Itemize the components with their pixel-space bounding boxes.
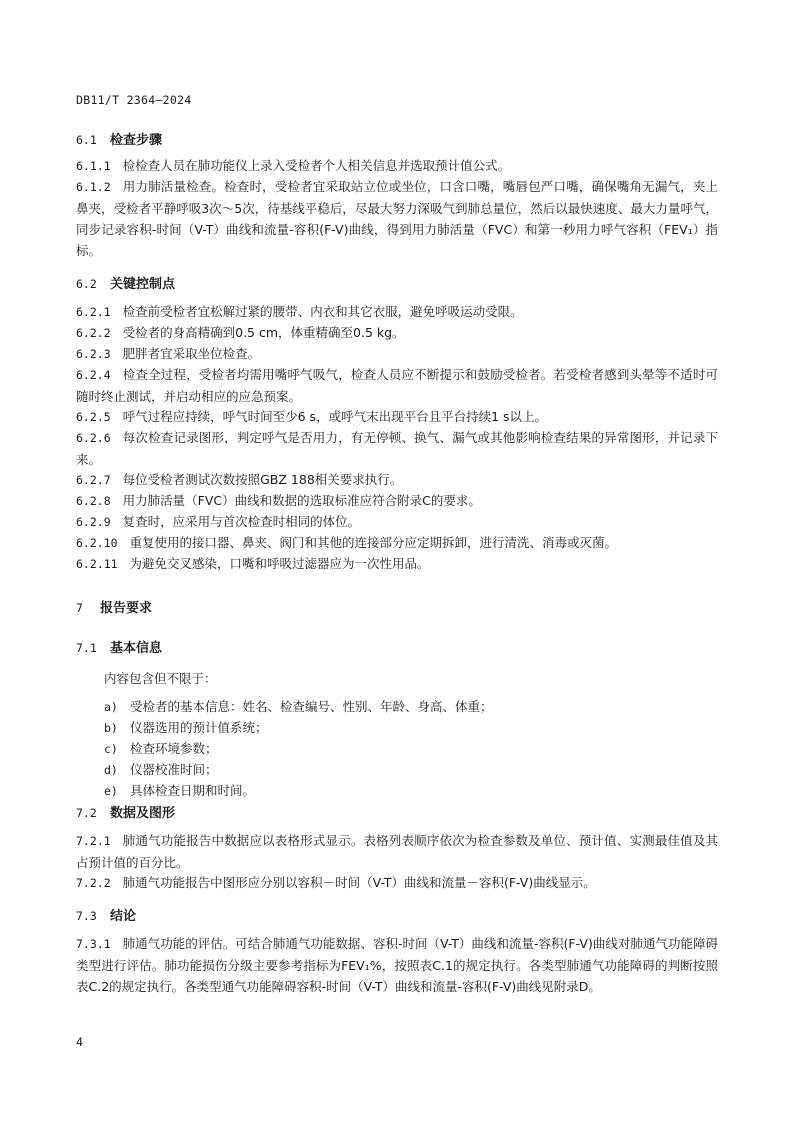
clause-number: 7.2.2 <box>76 876 111 890</box>
clause-text: 用力肺活量检查。检查时，受检者宜采取站立位或坐位，口含口嘴，嘴唇包严口嘴，确保嘴角无漏气，夹上鼻夹，受检者平静呼吸3次～5次，待基线平稳后，尽最大努力深吸气到肺总量位，然后以最快速度、最大力量呼气，同步记录容积-时间（V-T）曲线和流量-容积(F-V)曲线，得到用力肺活量（FVC）和第一秒用力呼气容积（FEV₁）指标。 <box>76 179 718 258</box>
clause-number: 6.1.2 <box>76 180 111 194</box>
clause-text: 为避免交叉感染，口嘴和呼吸过滤器应为一次性用品。 <box>129 556 430 571</box>
section-7-1-heading <box>76 637 162 656</box>
clause-text: 受检者的身高精确到0.5 cm，体重精确至0.5 kg。 <box>122 325 405 340</box>
clause-number: 6.2.7 <box>76 473 111 487</box>
clause-number: 6.2.11 <box>76 557 118 571</box>
list-marker: d) <box>104 763 118 777</box>
clause-6-2-10 <box>76 532 718 554</box>
clause-number: 7.2.1 <box>76 834 111 848</box>
clause-text: 呼气过程应持续，呼气时间至少6 s，或呼气末出现平台且平台持续1 s以上。 <box>122 409 548 424</box>
list-item <box>104 760 218 778</box>
clause-number: 6.1.1 <box>76 159 111 173</box>
clause-number: 6.2.4 <box>76 368 111 382</box>
list-item <box>104 739 218 757</box>
clause-text: 复查时，应采用与首次检查时相同的体位。 <box>122 514 361 529</box>
clause-text: 重复使用的接口器、鼻夹、阀门和其他的连接部分应定期拆卸，进行清洗、消毒或灭菌。 <box>129 535 618 550</box>
list-text: 受检者的基本信息：姓名、检查编号、性别、年龄、身高、体重； <box>130 699 493 714</box>
list-text: 仪器选用的预计值系统； <box>130 720 268 735</box>
clause-text: 每次检查记录图形，判定呼气是否用力，有无停顿、换气、漏气或其他影响检查结果的异常图形，并记录下来。 <box>76 430 718 467</box>
list-item <box>104 718 268 736</box>
clause-6-2-6 <box>76 427 718 470</box>
section-title: 基本信息 <box>110 641 163 656</box>
clause-text: 检检查人员在肺功能仪上录入受检者个人相关信息并选取预计值公式。 <box>122 158 511 173</box>
list-text: 仪器校准时间； <box>130 762 218 777</box>
list-marker: c) <box>104 742 118 756</box>
clause-number: 6.2.3 <box>76 347 111 361</box>
clause-6-1-2 <box>76 176 718 261</box>
section-6-1-heading <box>76 129 162 148</box>
clause-6-2-3 <box>76 343 718 365</box>
section-6-2-heading <box>76 273 175 292</box>
clause-6-2-2 <box>76 322 718 344</box>
section-title: 数据及图形 <box>110 806 176 821</box>
clause-6-2-5 <box>76 406 718 428</box>
clause-number: 6.2.5 <box>76 410 111 424</box>
section-title: 关键控制点 <box>110 277 176 292</box>
section-number: 6.1 <box>76 133 97 147</box>
section-number: 7.3 <box>76 909 97 923</box>
clause-number: 7.3.1 <box>76 937 111 951</box>
clause-number: 6.2.6 <box>76 431 111 445</box>
section-number: 6.2 <box>76 277 97 291</box>
clause-6-2-9 <box>76 511 718 533</box>
section-7-heading <box>76 597 152 616</box>
clause-text: 检查全过程，受检者均需用嘴呼气吸气，检查人员应不断提示和鼓励受检者。若受检者感到头晕等不适时可随时终止测试，并启动相应的应急预案。 <box>76 367 718 404</box>
clause-6-2-8 <box>76 490 718 512</box>
list-item <box>104 781 255 799</box>
clause-text: 肺通气功能的评估。可结合肺通气功能数据、容积-时间（V-T）曲线和流量-容积(F-V)曲线对肺通气功能障碍类型进行评估。肺功能损伤分级主要参考指标为FEV₁%，按照表C.1的规定执行。各类型肺通气功能障碍的判断按照表C.2的规定执行。各类型通气功能障碍容积-时间（V-T）曲线和流量-容积(F-V)曲线见附录D。 <box>76 936 718 994</box>
clause-text: 用力肺活量（FVC）曲线和数据的选取标准应符合附录C的要求。 <box>122 493 481 508</box>
clause-6-1-1 <box>76 155 718 177</box>
section-title: 结论 <box>110 909 137 924</box>
section-title: 检查步骤 <box>110 133 163 148</box>
clause-number: 6.2.2 <box>76 326 111 340</box>
list-intro: 内容包含但不限于： <box>104 671 217 686</box>
section-number: 7.2 <box>76 806 97 820</box>
clause-7-3-1 <box>76 933 718 997</box>
clause-6-2-1 <box>76 301 718 323</box>
clause-text: 肺通气功能报告中图形应分别以容积－时间（V-T）曲线和流量－容积(F-V)曲线显示。 <box>122 875 596 890</box>
clause-text: 每位受检者测试次数按照GBZ 188相关要求执行。 <box>122 472 403 487</box>
clause-6-2-11 <box>76 553 718 575</box>
list-text: 具体检查日期和时间。 <box>130 783 256 798</box>
clause-6-2-7 <box>76 469 718 491</box>
list-marker: b) <box>104 721 118 735</box>
page-number: 4 <box>76 1035 83 1049</box>
list-item <box>104 697 493 715</box>
clause-text: 肺通气功能报告中数据应以表格形式显示。表格列表顺序依次为检查参数及单位、预计值、实测最佳值及其占预计值的百分比。 <box>76 833 718 870</box>
clause-text: 肥胖者宜采取坐位检查。 <box>122 346 261 361</box>
list-marker: e) <box>104 784 118 798</box>
section-number: 7 <box>76 601 83 615</box>
clause-number: 6.2.8 <box>76 494 111 508</box>
clause-text: 检查前受检者宜松解过紧的腰带、内衣和其它衣服，避免呼吸运动受限。 <box>122 304 523 319</box>
list-text: 检查环境参数； <box>130 741 218 756</box>
document-id: DB11/T 2364—2024 <box>76 93 192 107</box>
clause-number: 6.2.9 <box>76 515 111 529</box>
clause-number: 6.2.1 <box>76 305 111 319</box>
list-marker: a) <box>104 700 118 714</box>
section-number: 7.1 <box>76 641 97 655</box>
clause-6-2-4 <box>76 364 718 407</box>
section-7-3-heading <box>76 905 136 924</box>
section-7-2-heading <box>76 802 175 821</box>
clause-7-2-2 <box>76 872 718 894</box>
section-title: 报告要求 <box>100 601 153 616</box>
clause-7-2-1 <box>76 830 718 873</box>
clause-number: 6.2.10 <box>76 536 118 550</box>
